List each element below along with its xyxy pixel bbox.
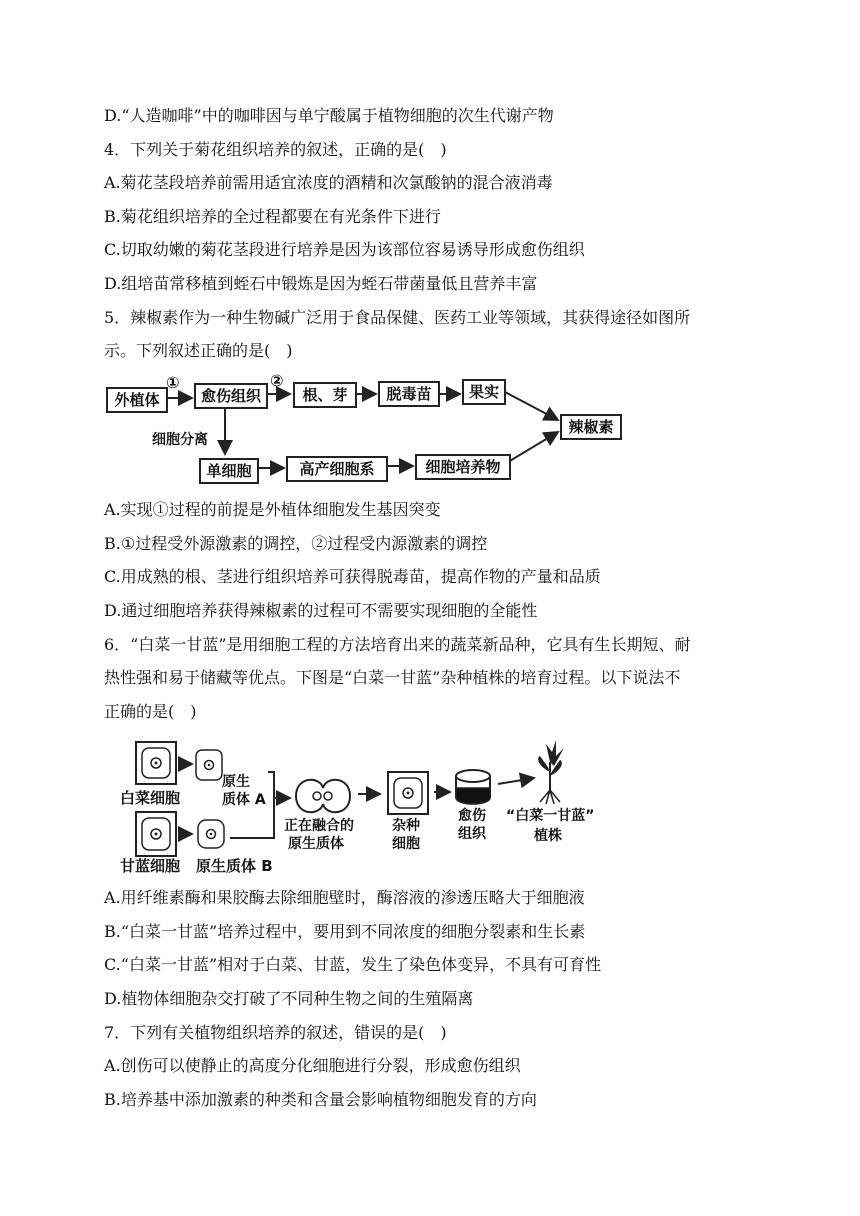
hybrid-plant-label-1: “白菜一甘蓝” [506, 808, 595, 824]
single-cell-box: 单细胞 [199, 458, 259, 484]
hybrid-cell-label-2: 细胞 [392, 836, 420, 852]
kale-cell-label: 甘蓝细胞 [120, 857, 181, 875]
question-7-stem: 7．下列有关植物组织培养的叙述，错误的是( ) [104, 1023, 447, 1042]
step-1-label: ① [166, 373, 180, 392]
fusing-protoplast-label-1: 正在融合的 [284, 818, 354, 834]
callus-box: 愈伤组织 [194, 383, 268, 409]
question-4-option-a: A.菊花茎段培养前需用适宜浓度的酒精和次氯酸钠的混合液消毒 [104, 173, 553, 192]
question-5-option-d: D.通过细胞培养获得辣椒素的过程可不需要实现细胞的全能性 [104, 601, 538, 620]
fusing-protoplast-label-2: 原生质体 [288, 836, 344, 852]
hybrid-cell-label-1: 杂种 [392, 818, 420, 834]
question-7-option-b: B.培养基中添加激素的种类和含量会影响植物细胞发育的方向 [104, 1090, 537, 1109]
cell-separation-label: 细胞分离 [152, 432, 208, 448]
callus-label-1: 愈伤 [458, 808, 486, 824]
question-6-option-b: B.“白菜一甘蓝”培养过程中，要用到不同浓度的细胞分裂素和生长素 [104, 922, 586, 941]
question-5-option-b: B.①过程受外源激素的调控，②过程受内源激素的调控 [104, 534, 488, 553]
virus-free-seedling-box: 脱毒苗 [378, 381, 440, 407]
callus-label-2: 组织 [458, 826, 486, 842]
hybrid-plant-label-2: 植株 [534, 828, 562, 844]
question-7-option-a: A.创伤可以使静止的高度分化细胞进行分裂，形成愈伤组织 [104, 1056, 521, 1075]
cabbage-cell-label: 白菜细胞 [120, 789, 181, 807]
protoplast-b-label: 原生质体 B [196, 857, 273, 875]
question-6-option-a: A.用纤维素酶和果胶酶去除细胞壁时，酶溶液的渗透压略大于细胞液 [104, 888, 585, 907]
question-5-stem-2: 示。下列叙述正确的是( ) [104, 341, 293, 360]
root-bud-box: 根、芽 [293, 382, 357, 408]
question-6-option-c: C.“白菜一甘蓝”相对于白菜、甘蓝，发生了染色体变异，不具有可育性 [104, 955, 602, 974]
question-5-option-a: A.实现①过程的前提是外植体细胞发生基因突变 [104, 500, 441, 519]
explant-box: 外植体 [106, 387, 168, 413]
question-6-stem-3: 正确的是( ) [104, 702, 197, 721]
high-yield-cell-line-box: 高产细胞系 [286, 456, 388, 482]
capsaicin-box: 辣椒素 [560, 414, 622, 440]
capsaicin-pathway-figure [100, 371, 630, 486]
question-4-option-d: D.组培苗常移植到蛭石中锻炼是因为蛭石带菌量低且营养丰富 [104, 274, 538, 293]
question-3-option-d: D.“人造咖啡”中的咖啡因与单宁酸属于植物细胞的次生代谢产物 [104, 106, 554, 125]
question-6-stem-1: 6．“白菜一甘蓝”是用细胞工程的方法培育出来的蔬菜新品种，它具有生长期短、耐 [104, 635, 691, 654]
protoplast-a-label-1: 原生 [222, 774, 250, 790]
question-6-option-d: D.植物体细胞杂交打破了不同种生物之间的生殖隔离 [104, 989, 474, 1008]
question-5-option-c: C.用成熟的根、茎进行组织培养可获得脱毒苗，提高作物的产量和品质 [104, 567, 601, 586]
question-4-stem: 4．下列关于菊花组织培养的叙述，正确的是( ) [104, 140, 447, 159]
fruit-box: 果实 [462, 379, 506, 405]
question-4-option-c: C.切取幼嫩的菊花茎段进行培养是因为该部位容易诱导形成愈伤组织 [104, 240, 585, 259]
question-5-stem-1: 5．辣椒素作为一种生物碱广泛用于食品保健、医药工业等领域，其获得途径如图所 [104, 308, 691, 327]
cell-culture-box: 细胞培养物 [415, 454, 511, 480]
protoplast-a-label-2: 质体 A [222, 792, 266, 808]
question-4-option-b: B.菊花组织培养的全过程都要在有光条件下进行 [104, 207, 441, 226]
somatic-hybridization-figure [118, 738, 638, 876]
step-2-label: ② [270, 371, 284, 390]
question-6-stem-2: 热性强和易于储藏等优点。下图是“白菜一甘蓝”杂种植株的培育过程。以下说法不 [104, 668, 681, 687]
hybridization-drawing [118, 738, 638, 876]
